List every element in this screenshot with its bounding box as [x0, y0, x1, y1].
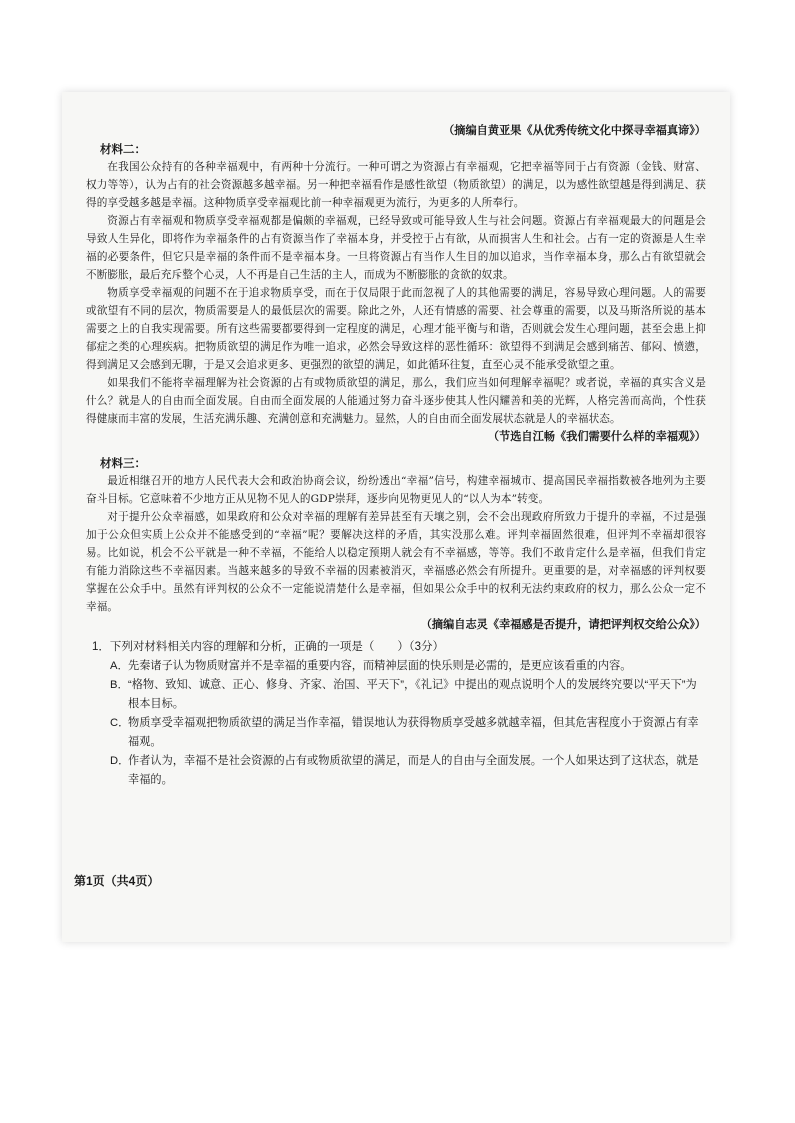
option-letter: B． [110, 679, 129, 691]
material-2-paragraph: 在我国公众持有的各种幸福观中，有两种十分流行。一种可谓之为资源占有幸福观，它把幸福等同于占有资源（金钱、财富、权力等等），认为占有的社会资源越多越幸福。另一种把幸福看作是感性欲望（物质欲望）的满足，以为感性欲望越是得到满足、获得的享受越多越是幸福。这种物质享受幸福观比前一种幸福观更为流行，为更多的人所奉行。 [86, 161, 706, 209]
option-text: 物质享受幸福观把物质欲望的满足当作幸福，错误地认为获得物质享受越多就越幸福，但其危害程度小于资源占有幸福观。 [128, 717, 699, 748]
material-3-paragraph: 对于提升公众幸福感，如果政府和公众对幸福的理解有差异甚至有天壤之别，会不会出现政府所致力于提升的幸福，不过是强加于公众但实质上公众并不能感受到的“幸福”呢？要解决这样的矛盾，其实没那么难。评判幸福固然很难，但评判不幸福却很容易。比如说，机会不公平就是一种不幸福，不能给人以稳定预期人就会有不幸福感，等等。我们不敢肯定什么是幸福，但我们肯定有能力消除这些不幸福因素。当越来越多的导致不幸福的因素被消灭，幸福感必然会有所提升。更重要的是，对幸福感的评判权要掌握在公众手中。虽然有评判权的公众不一定能说清楚什么是幸福，但如果公众手中的权利无法约束政府的权力，那么公众一定不幸福。 [86, 511, 706, 613]
question-stem: 1．下列对材料相关内容的理解和分析，正确的一项是（ ）（3分） [92, 641, 445, 653]
document-body [86, 122, 706, 790]
material-2-title: 材料二： [100, 142, 146, 156]
option-text: 先秦诸子认为物质财富并不是幸福的重要内容，而精神层面的快乐则是必需的，是更应该看重的内容。 [128, 660, 632, 672]
option-letter: A． [110, 660, 129, 672]
option-c[interactable] [110, 714, 706, 752]
source-citation-1: （摘编自黄亚果《从优秀传统文化中探寻幸福真谛》） [443, 123, 706, 137]
material-2-paragraph: 物质享受幸福观的问题不在于追求物质享受，而在于仅局限于此而忽视了人的其他需要的满足，容易导致心理问题。人的需要或欲望有不同的层次，物质需要是人的最低层次的需要。除此之外，人还有情感的需要、社会尊重的需要，以及马斯洛所说的基本需要之上的自我实现需要。所有这些需要都要得到一定程度的满足，心理才能平衡与和谐，否则就会发生心理问题，甚至会患上抑郁症之类的心理疾病。把物质欲望的满足作为唯一追求，必然会导致这样的恶性循环：欲望得不到满足会感到痛苦、郁闷、愤懑，得到满足又会感到无聊，于是又会追求更多、更强烈的欲望的满足，如此循环往复，直至心灵不能承受欲望之重。 [86, 287, 706, 371]
material-2-paragraph: 如果我们不能将幸福理解为社会资源的占有或物质欲望的满足，那么，我们应当如何理解幸福呢？或者说，幸福的真实含义是什么？就是人的自由而全面发展。自由而全面发展的人能通过努力奋斗逐步使其人性闪耀善和美的光辉，人格完善而高尚，个性获得健康而丰富的发展，生活充满乐趣、充满创意和充满魅力。显然，人的自由而全面发展状态就是人的幸福状态。 [86, 377, 706, 425]
source-citation-3: （摘编自志灵《幸福感是否提升，请把评判权交给公众》） [420, 617, 706, 631]
material-2-paragraph: 资源占有幸福观和物质享受幸福观都是偏颇的幸福观，已经导致或可能导致人生与社会问题。资源占有幸福观最大的问题是会导致人生异化，即将作为幸福条件的占有资源当作了幸福本身，并受控于占有欲，从而损害人生和社会。占有一定的资源是人生幸福的必要条件，但它只是幸福的条件而不是幸福本身。一旦将资源占有当作人生目的加以追求，当作幸福本身，那么占有欲望就会不断膨胀，最后充斥整个心灵，人不再是自己生活的主人，而成为不断膨胀的贪欲的奴隶。 [86, 215, 706, 281]
page-number: 第1页（共4页） [74, 874, 160, 888]
material-3-section [86, 454, 706, 632]
option-b[interactable] [110, 676, 706, 714]
material-3-title: 材料三： [100, 456, 146, 470]
option-a[interactable] [110, 657, 706, 676]
option-d[interactable] [110, 752, 706, 790]
option-text: 作者认为，幸福不是社会资源的占有或物质欲望的满足，而是人的自由与全面发展。一个人如果达到了这状态，就是幸福的。 [128, 755, 699, 786]
option-text: “格物、致知、诚意、正心、修身、齐家、治国、平天下”，《礼记》中提出的观点说明个人的发展终究要以“平天下”为根本目标。 [128, 679, 697, 710]
source-citation-2: （节选自江畅《我们需要什么样的幸福观》） [487, 429, 706, 443]
material-3-paragraph: 最近相继召开的地方人民代表大会和政治协商会议，纷纷透出“幸福”信号，构建幸福城市、提高国民幸福指数被各地列为主要奋斗目标。它意味着不少地方正从见物不见人的GDP崇拜，逐步向见物更见人的“以人为本”转变。 [86, 475, 706, 505]
option-letter: C． [110, 717, 130, 729]
material-2-section [86, 140, 706, 444]
option-letter: D． [110, 755, 130, 767]
question-1 [86, 638, 706, 790]
